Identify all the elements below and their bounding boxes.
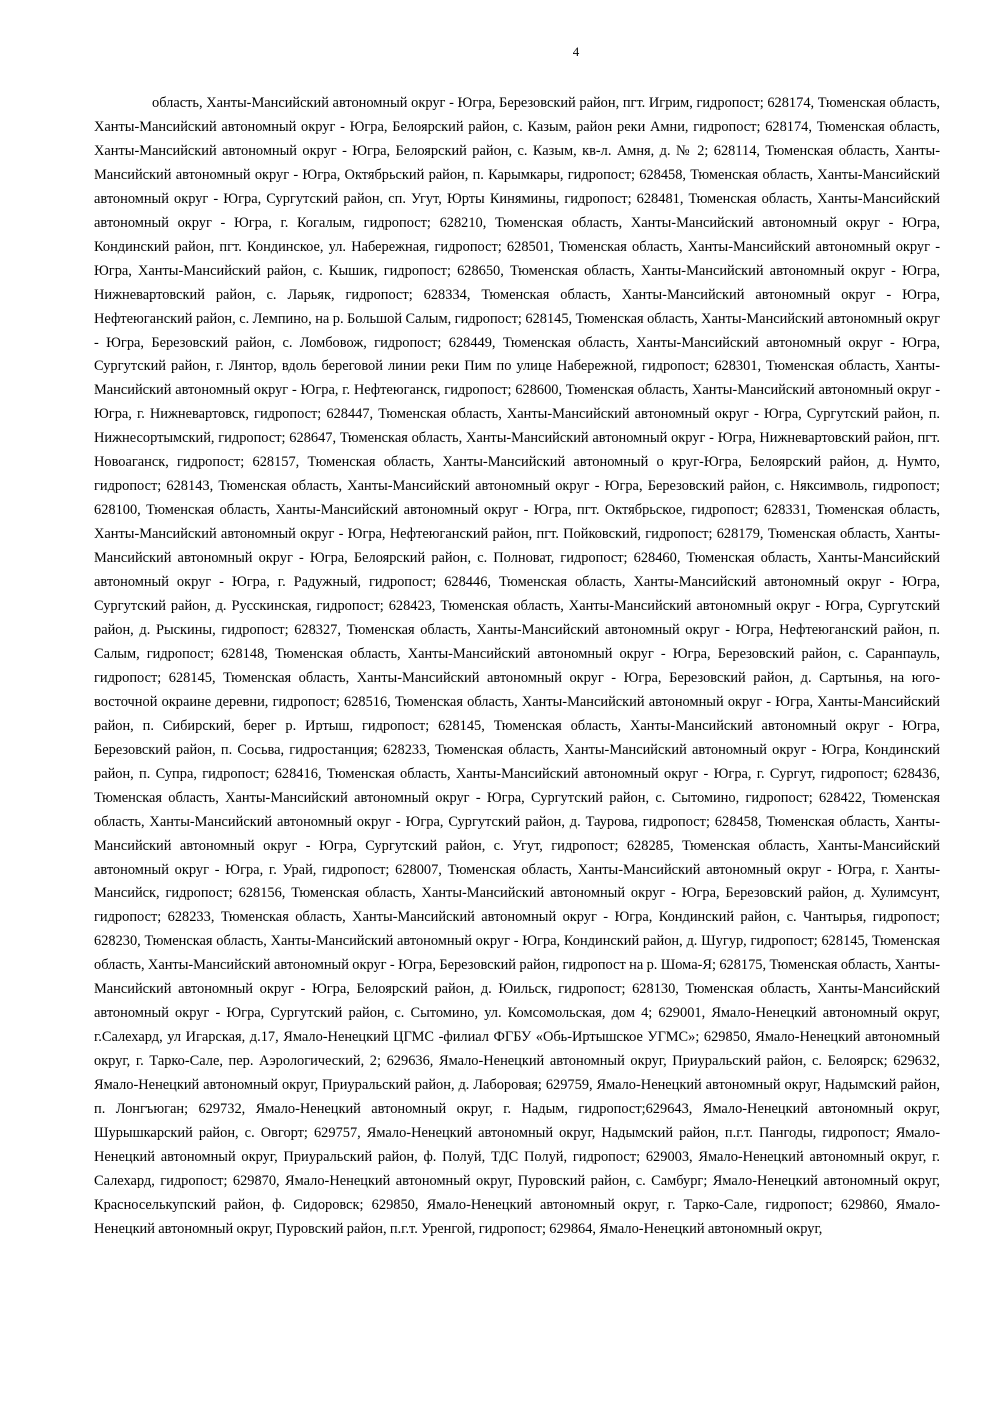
page-number: 4 bbox=[572, 44, 580, 59]
body-paragraph: область, Ханты-Мансийский автономный округ - Югра, Березовский район, пгт. Игрим, гидропост; 628174, Тюменская область, Ханты-Мансийский автономный округ - Югра, Белоярский район, с. Казым, район реки Амни, гидропост; 628174, Тюменская область, Ханты-Мансийский автономный округ - Югра, Белоярский район, с. Казым, кв-л. Амня, д. № 2; 628114, Тюменская область, Ханты-Мансийский автономный округ - Югра, Октябрьский район, п. Карымкары, гидропост; 628458, Тюменская область, Ханты-Мансийский автономный округ - Югра, Сургутский район, сп. Угут, Юрты Кинямины, гидропост; 628481, Тюменская область, Ханты-Мансийский автономный округ - Югра, г. Когалым, гидропост; 628210, Тюменская область, Ханты-Мансийский автономный округ - Югра, Кондинский район, пгт. Кондинское, ул. Набережная, гидропост; 628501, Тюменская область, Ханты-Мансийский автономный округ - Югра, Ханты-Мансийский район, с. Кышик, гидропост; 628650, Тюменская область, Ханты-Мансийский автономный округ - Югра, Нижневартовский район, с. Ларьяк, гидропост; 628334, Тюменская область, Ханты-Мансийский автономный округ - Югра, Нефтеюганский район, с. Лемпино, на р. Большой Салым, гидропост; 628145, Тюменская область, Ханты-Мансийский автономный округ - Югра, Березовский район, с. Ломбовож, гидропост; 628449, Тюменская область, Ханты-Мансийский автономный округ - Югра, Сургутский район, г. Лянтор, вдоль береговой линии реки Пим по улице Набережной, гидропост; 628301, Тюменская область, Ханты-Мансийский автономный округ - Югра, г. Нефтеюганск, гидропост; 628600, Тюменская область, Ханты-Мансийский автономный округ - Югра, г. Нижневартовск, гидропост; 628447, Тюменская область, Ханты-Мансийский автономный округ - Югра, Сургутский район, п. Нижнесортымский, гидропост; 628647, Тюменская область, Ханты-Мансийский автономный округ - Югра, Нижневартовский район, пгт. Новоаганск, гидропост; 628157, Тюменская область, Ханты-Мансийский автономный о круг-Югра, Белоярский район, д. Нумто, гидропост; 628143, Тюменская область, Ханты-Мансийский автономный округ - Югра, Березовский район, с. Няксимволь, гидропост; 628100, Тюменская область, Ханты-Мансийский автономный округ - Югра, пгт. Октябрьское, гидропост; 628331, Тюменская область, Ханты-Мансийский автономный округ - Югра, Нефтеюганский район, пгт. Пойковский, гидропост; 628179, Тюменская область, Ханты-Мансийский автономный округ - Югра, Белоярский район, с. Полноват, гидропост; 628460, Тюменская область, Ханты-Мансийский автономный округ - Югра, г. Радужный, гидропост; 628446, Тюменская область, Ханты-Мансийский автономный округ - Югра, Сургутский район, д. Русскинская, гидропост; 628423, Тюменская область, Ханты-Мансийский автономный округ - Югра, Сургутский район, д. Рыскины, гидропост; 628327, Тюменская область, Ханты-Мансийский автономный округ - Югра, Нефтеюганский район, п. Салым, гидропост; 628148, Тюменская область, Ханты-Мансийский автономный округ - Югра, Березовский район, с. Саранпауль, гидропост; 628145, Тюменская область, Ханты-Мансийский автономный округ - Югра, Березовский район, д. Сартынья, на юго-восточной окраине деревни, гидропост; 628516, Тюменская область, Ханты-Мансийский автономный округ - Югра, Ханты-Мансийский район, п. Сибирский, берег р. Иртыш, гидропост; 628145, Тюменская область, Ханты-Мансийский автономный округ - Югра, Березовский район, п. Сосьва, гидростанция; 628233, Тюменская область, Ханты-Мансийский автономный округ - Югра, Кондинский район, п. Супра, гидропост; 628416, Тюменская область, Ханты-Мансийский автономный округ - Югра, г. Сургут, гидропост; 628436, Тюменская область, Ханты-Мансийский автономный округ - Югра, Сургутский район, с. Сытомино, гидропост; 628422, Тюменская область, Ханты-Мансийский автономный округ - Югра, Сургутский район, д. Таурова, гидропост; 628458, Тюменская область, Ханты-Мансийский автономный округ - Югра, Сургутский район, с. Угут, гидропост; 628285, Тюменская область, Ханты-Мансийский автономный округ - Югра, г. Урай, гидропост; 628007, Тюменская область, Ханты-Мансийский автономный округ - Югра, г. Ханты-Мансийск, гидропост; 628156, Тюменская область, Ханты-Мансийский автономный округ - Югра, Березовский район, д. Хулимсунт, гидропост; 628233, Тюменская область, Ханты-Мансийский автономный округ - Югра, Кондинский район, с. Чантырья, гидропост; 628230, Тюменская область, Ханты-Мансийский автономный округ - Югра, Кондинский район, д. Шугур, гидропост; 628145, Тюменская область, Ханты-Мансийский автономный округ - Югра, Березовский район, гидропост на р. Шома-Я; 628175, Тюменская область, Ханты-Мансийский автономный округ - Югра, Белоярский район, д. Юильск, гидропост; 628130, Тюменская область, Ханты-Мансийский автономный округ - Югра, Сургутский район, с. Сытомино, ул. Комсомольская, дом 4; 629001, Ямало-Ненецкий автономный округ, г.Салехард, ул Игарская, д.17, Ямало-Ненецкий ЦГМС -филиал ФГБУ «Обь-Иртышское УГМС»; 629850, Ямало-Ненецкий автономный округ, г. Тарко-Сале, пер. Аэрологический, 2; 629636, Ямало-Ненецкий автономный округ, Приуральский район, с. Белоярск; 629632, Ямало-Ненецкий автономный округ, Приуральский район, д. Лаборовая; 629759, Ямало-Ненецкий автономный округ, Надымский район, п. Лонгъюган; 629732, Ямало-Ненецкий автономный округ, г. Надым, гидропост;629643, Ямало-Ненецкий автономный округ, Шурышкарский район, с. Овгорт; 629757, Ямало-Ненецкий автономный округ, Надымский район, п.г.т. Пангоды, гидропост; Ямало-Ненецкий автономный округ, Приуральский район, ф. Полуй, ТДС Полуй, гидропост; 629003, Ямало-Ненецкий автономный округ, г. Салехард, гидропост; 629870, Ямало-Ненецкий автономный округ, Пуровский район, с. Самбург; Ямало-Ненецкий автономный округ, Красноселькупский район, ф. Сидоровск; 629850, Ямало-Ненецкий автономный округ, г. Тарко-Сале, гидропост; 629860, Ямало-Ненецкий автономный округ, Пуровский район, п.г.т. Уренгой, гидропост; 629864, Ямало-Ненецкий автономный округ, bbox=[94, 95, 940, 1237]
